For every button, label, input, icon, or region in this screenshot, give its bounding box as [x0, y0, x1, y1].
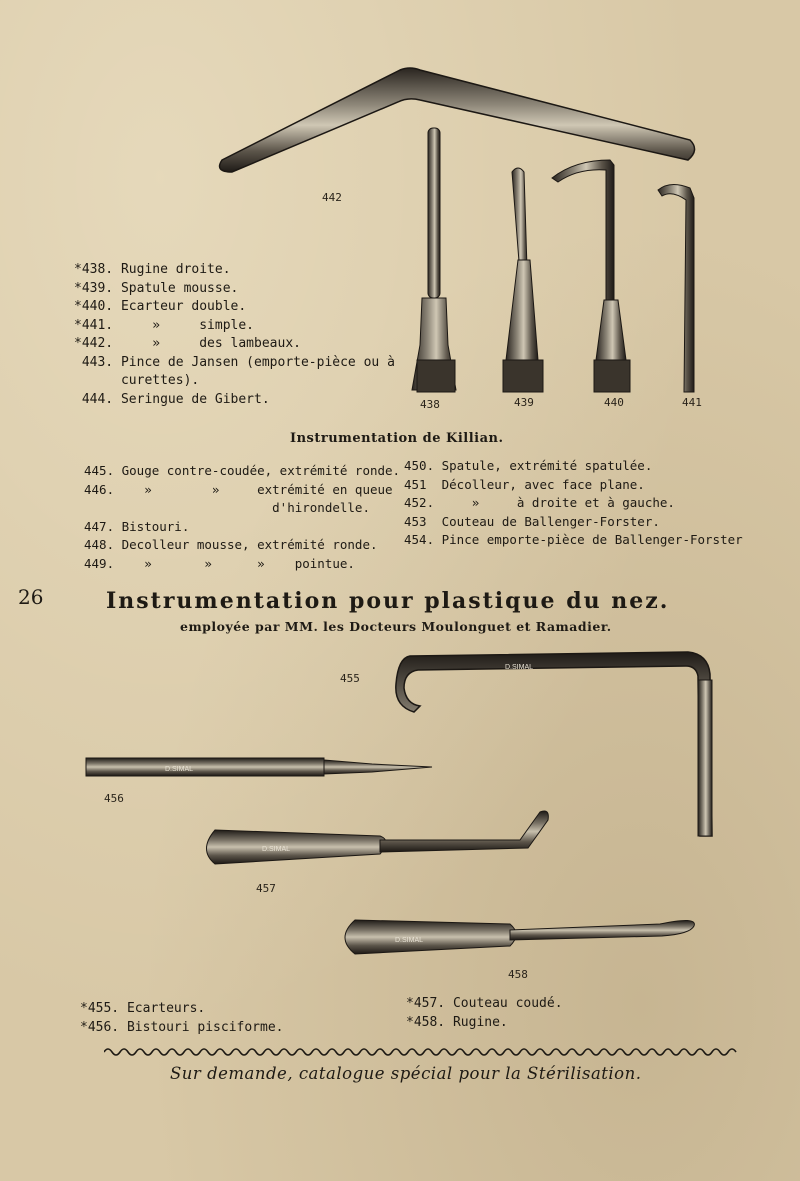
list-item: *458. Rugine.: [406, 1014, 508, 1030]
list-item: 451 Décolleur, avec face plane.: [404, 476, 645, 492]
maker-mark-458: D.SIMAL: [395, 937, 424, 944]
instrument-438-illustration: [412, 128, 456, 392]
list-item: 448. Decolleur mousse, extrémité ronde.: [84, 537, 378, 552]
maker-mark-457: D.SIMAL: [262, 846, 291, 853]
instrument-441-illustration: [658, 184, 694, 392]
bottom-list-right: [406, 995, 563, 1032]
instrument-456-illustration: [86, 758, 432, 776]
figure-number-455: 455: [340, 672, 360, 685]
list-item: *441. » simple.: [74, 317, 255, 333]
nose-section-subheading: employée par MM. les Docteurs Moulonguet et Ramadier.: [180, 619, 612, 634]
killian-list-left: [84, 462, 400, 573]
bottom-instrument-illustrations: [0, 640, 800, 985]
figure-number-457: 457: [256, 882, 276, 895]
list-item: 444. Seringue de Gibert.: [74, 391, 270, 407]
list-item: 453 Couteau de Ballenger-Forster.: [404, 513, 660, 529]
figure-number-456: 456: [104, 792, 124, 805]
list-item: 450. Spatule, extrémité spatulée.: [404, 458, 653, 473]
killian-list-right: [404, 457, 743, 550]
list-item: 454. Pince emporte-pièce de Ballenger-Forster: [404, 532, 743, 547]
instrument-440-illustration: [552, 160, 630, 392]
instrument-442-illustration: [220, 68, 695, 172]
footer-note: Sur demande, catalogue spécial pour la Stérilisation.: [170, 1064, 642, 1083]
figure-number-439: 439: [514, 396, 534, 409]
top-instrument-list: [74, 261, 395, 409]
list-item: d'hirondelle.: [84, 500, 370, 515]
instrument-455-illustration: [396, 652, 712, 836]
list-item: *440. Ecarteur double.: [74, 299, 247, 314]
maker-mark-456: D.SIMAL: [165, 766, 194, 773]
figure-number-458: 458: [508, 968, 528, 981]
list-item: *438. Rugine droite.: [74, 262, 231, 277]
instrument-458-illustration: [345, 920, 694, 954]
list-item: *456. Bistouri pisciforme.: [80, 1019, 284, 1035]
list-item: 449. » » » pointue.: [84, 555, 355, 571]
list-item: *439. Spatule mousse.: [74, 280, 239, 296]
list-item: 443. Pince de Jansen (emporte-pièce ou à: [74, 354, 395, 370]
list-item: curettes).: [74, 373, 200, 388]
figure-number-442: 442: [322, 191, 342, 204]
list-item: *442. » des lambeaux.: [74, 336, 301, 351]
maker-mark-455: D.SIMAL: [505, 664, 534, 671]
wavy-divider: [104, 1046, 738, 1058]
list-item: *457. Couteau coudé.: [406, 996, 563, 1011]
killian-heading: Instrumentation de Killian.: [290, 431, 504, 446]
list-item: 445. Gouge contre-coudée, extrémité ronde.: [84, 463, 401, 478]
instrument-439-illustration: [503, 168, 543, 392]
bottom-list-left: [80, 1000, 284, 1037]
list-item: 452. » à droite et à gauche.: [404, 495, 675, 510]
instrument-457-illustration: [207, 811, 549, 864]
figure-number-438: 438: [420, 398, 440, 411]
page-number: 26: [18, 585, 44, 609]
nose-section-heading: Instrumentation pour plastique du nez.: [106, 588, 670, 614]
list-item: *455. Ecarteurs.: [80, 1001, 206, 1016]
figure-number-440: 440: [604, 396, 624, 409]
list-item: 446. » » extrémité en queue: [84, 481, 393, 497]
figure-number-441: 441: [682, 396, 702, 409]
list-item: 447. Bistouri.: [84, 518, 190, 534]
